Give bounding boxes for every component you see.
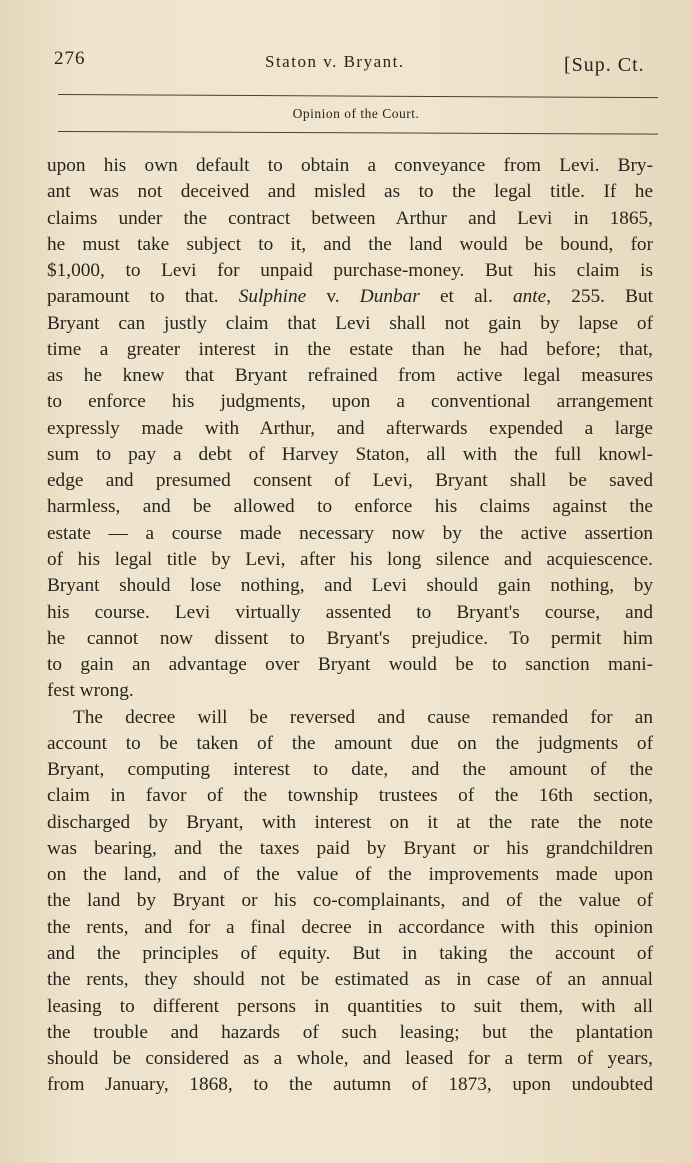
text-line: Bryant should lose nothing, and Levi should gain nothing, by [47,575,653,597]
text-line: on the land, and of the value of the improvements made upon [47,864,653,886]
text-line: leasing to different persons in quantities to suit them, with all [47,995,653,1017]
text-line: from January, 1868, to the autumn of 1873, upon undoubted [47,1074,653,1096]
text-line: time a greater interest in the estate than he had before; that, [47,338,653,360]
case-party-2: Dunbar [359,286,420,308]
text-line: was bearing, and the taxes paid by Bryant or his grandchildren [47,837,653,859]
page-header [0,46,692,80]
text-line: $1,000, to Levi for unpaid purchase-money. But his claim is [47,260,653,282]
citation-et-al: et al. [419,286,513,308]
court-label: [Sup. Ct. [564,54,645,76]
header-rule [58,94,658,98]
text-line: harmless, and be allowed to enforce his claims against the [47,496,653,518]
text-line: fest wrong. [47,680,134,702]
text-line: the trouble and hazards of such leasing; but the plantation [47,1021,653,1043]
citation-pre: paramount to that. [47,286,239,308]
text-line: account to be taken of the amount due on the judgments of [47,732,653,754]
text-line: the land by Bryant or his co-complainants, and of the value of [47,890,653,912]
text-line: to enforce his judgments, upon a conventional arrangement [47,391,653,413]
text-line: the rents, and for a final decree in accordance with this opinion [47,916,653,938]
text-line: the rents, they should not be estimated as in case of an annual [47,969,653,991]
text-line: he must take subject to it, and the land would be bound, for [47,233,653,255]
citation-post: , 255. But [546,286,653,308]
opinion-text [47,153,653,1099]
text-line: Bryant can justly claim that Levi shall not gain by lapse of [47,312,653,334]
text-line: The decree will be reversed and cause remanded for an [73,706,653,728]
page-number: 276 [54,48,86,69]
text-line: his course. Levi virtually assented to Bryant's course, and [47,601,653,623]
citation-v: v. [306,286,360,308]
text-line: estate — a course made necessary now by the active assertion [47,522,653,544]
text-line: as he knew that Bryant refrained from active legal measures [47,365,653,387]
running-title: Staton v. Bryant. [265,52,405,71]
text-line: claim in favor of the township trustees of the 16th section, [47,785,653,807]
text-line: of his legal title by Levi, after his long silence and acquiescence. [47,548,653,570]
citation-ante: ante [513,286,547,308]
text-line: and the principles of equity. But in taking the account of [47,942,653,964]
text-line: to gain an advantage over Bryant would be to sanction mani- [47,654,653,676]
text-line: expressly made with Arthur, and afterwards expended a large [47,417,653,439]
section-heading: Opinion of the Court. [292,106,420,121]
heading-rule [58,131,658,135]
text-line: claims under the contract between Arthur and Levi in 1865, [47,207,653,229]
text-line: should be considered as a whole, and leased for a term of years, [47,1048,653,1070]
text-line: sum to pay a debt of Harvey Staton, all with the full knowl- [47,443,653,465]
text-line: discharged by Bryant, with interest on it at the rate the note [47,811,653,833]
text-line: ant was not deceived and misled as to the legal title. If he [47,181,653,203]
text-line: upon his own default to obtain a conveyance from Levi. Bry- [47,155,653,176]
text-line: Bryant, computing interest to date, and the amount of the [47,759,653,781]
text-line-citation [47,284,653,310]
case-party-1: Sulphine [238,286,307,308]
text-line: edge and presumed consent of Levi, Bryant shall be saved [47,470,653,492]
text-line: he cannot now dissent to Bryant's prejudice. To permit him [47,627,653,649]
